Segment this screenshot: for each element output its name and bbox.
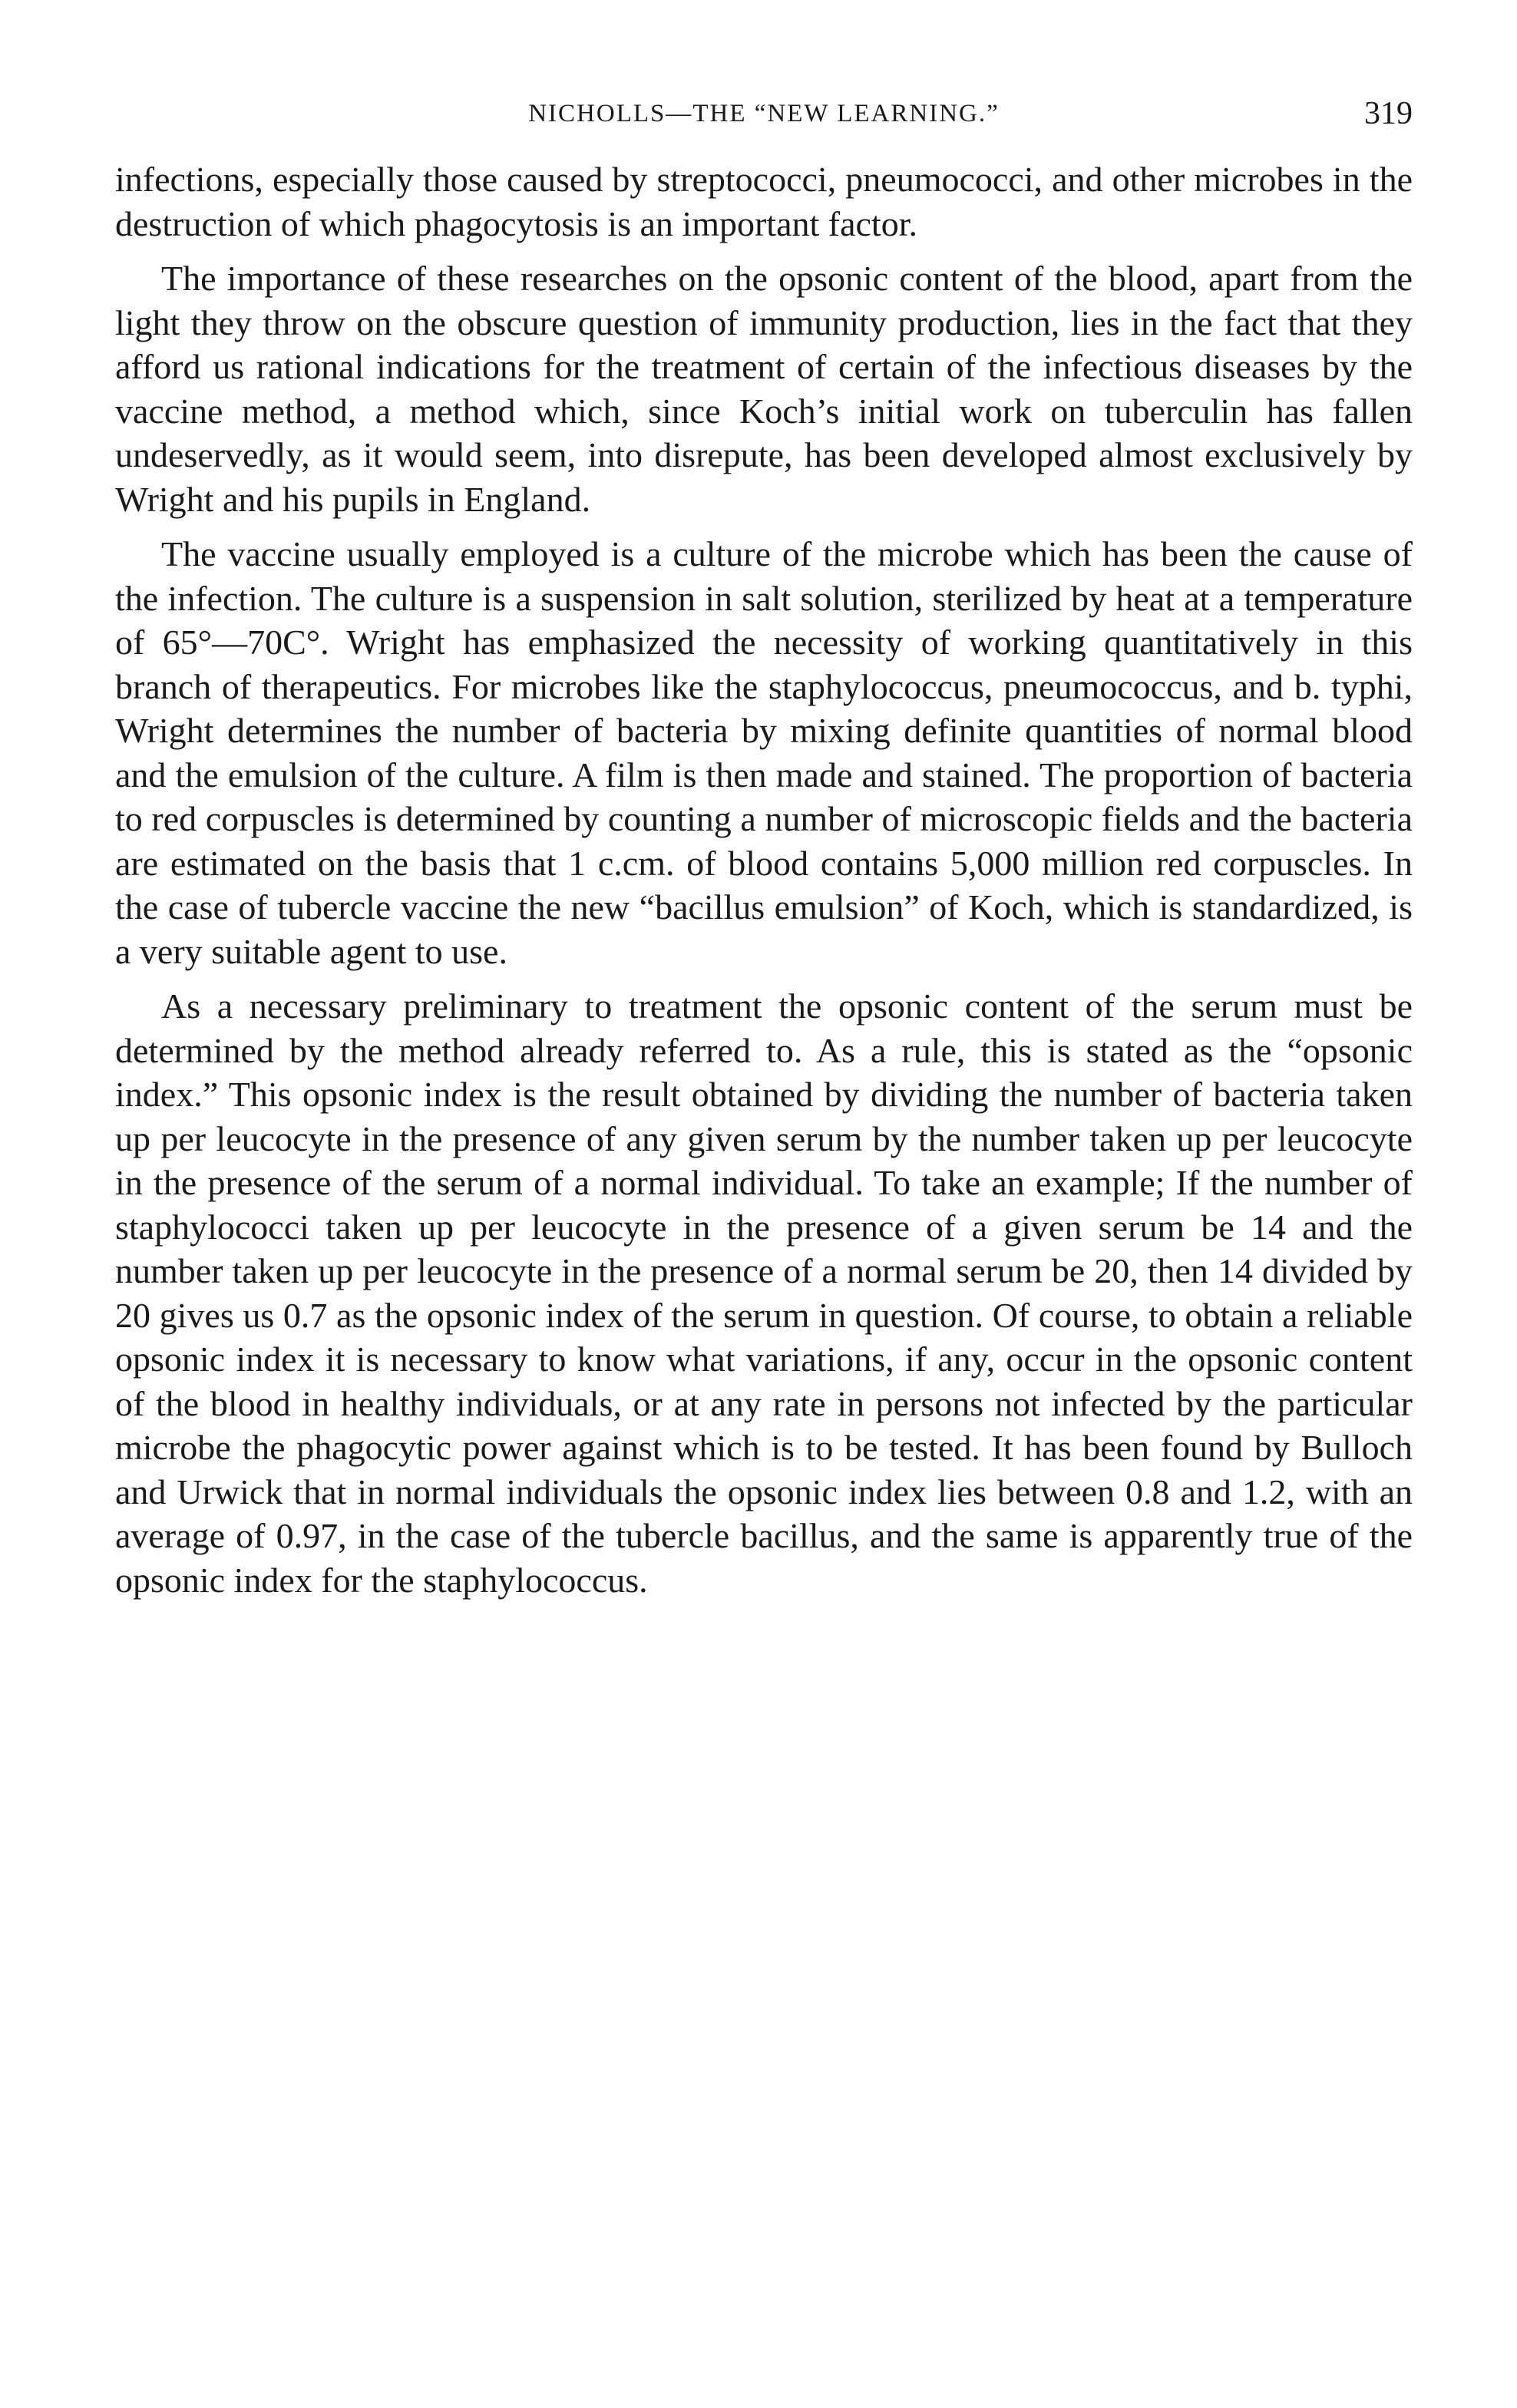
paragraph-opsonic-index: As a necessary preliminary to treatment the opsonic content of the serum must be determined by the method already referred to. As a rule, this is stated as the “opsonic index.” This opsonic index is the result obtained by dividing the number of bacteria taken up per leucocyte in the presence of any given serum by the number taken up per leucocyte in the presence of the serum of a normal individual. To take an example; If the number of staphylococci taken up per leucocyte in the presence of a given serum be 14 and the number taken up per leucocyte in the presence of a normal serum be 20, then 14 divided by 20 gives us 0.7 as the opsonic index of the serum in question. Of course, to obtain a reliable opsonic index it is necessary to know what variations, if any, occur in the opsonic content of the blood in healthy individuals, or at any rate in persons not infected by the particular microbe the phagocytic power against which is to be tested. It has been found by Bulloch and Urwick that in normal individuals the opsonic index lies between 0.8 and 1.2, with an average of 0.97, in the case of the tubercle bacillus, and the same is apparently true of the opsonic index for the staphylococcus. [115, 986, 1413, 1600]
body-text [115, 157, 1413, 1602]
paragraph-opsonic-importance: The importance of these researches on the opsonic content of the blood, apart from the light they throw on the obscure question of immunity production, lies in the fact that they afford us rational indications for the treatment of certain of the infectious diseases by the vaccine method, a method which, since Koch’s initial work on tuberculin has fallen undeservedly, as it would seem, into disrepute, has been developed almost exclusively by Wright and his pupils in England. [115, 259, 1413, 519]
running-head [115, 91, 1413, 137]
paragraph-continuation: infections, especially those caused by streptococci, pneumococci, and other microbes in the destruction of which phagocytosis is an important factor. [115, 160, 1413, 243]
page-number: 319 [1364, 96, 1413, 131]
paragraph-vaccine: The vaccine usually employed is a culture of the microbe which has been the cause of the infection. The culture is a suspension in salt solution, sterilized by heat at a temperature of 65°—70C°. Wright has emphasized the necessity of working quantitatively in this branch of therapeutics. For microbes like the staphylococcus, pneumococcus, and b. typhi, Wright determines the number of bacteria by mixing definite quantities of normal blood and the emulsion of the culture. A film is then made and stained. The proportion of bacteria to red corpuscles is determined by counting a number of microscopic fields and the bacteria are estimated on the basis that 1 c.cm. of blood contains 5,000 million red corpuscles. In the case of tubercle vaccine the new “bacillus emulsion” of Koch, which is standardized, is a very suitable agent to use. [115, 534, 1413, 971]
running-title: NICHOLLS—THE “NEW LEARNING.” [528, 100, 1000, 127]
